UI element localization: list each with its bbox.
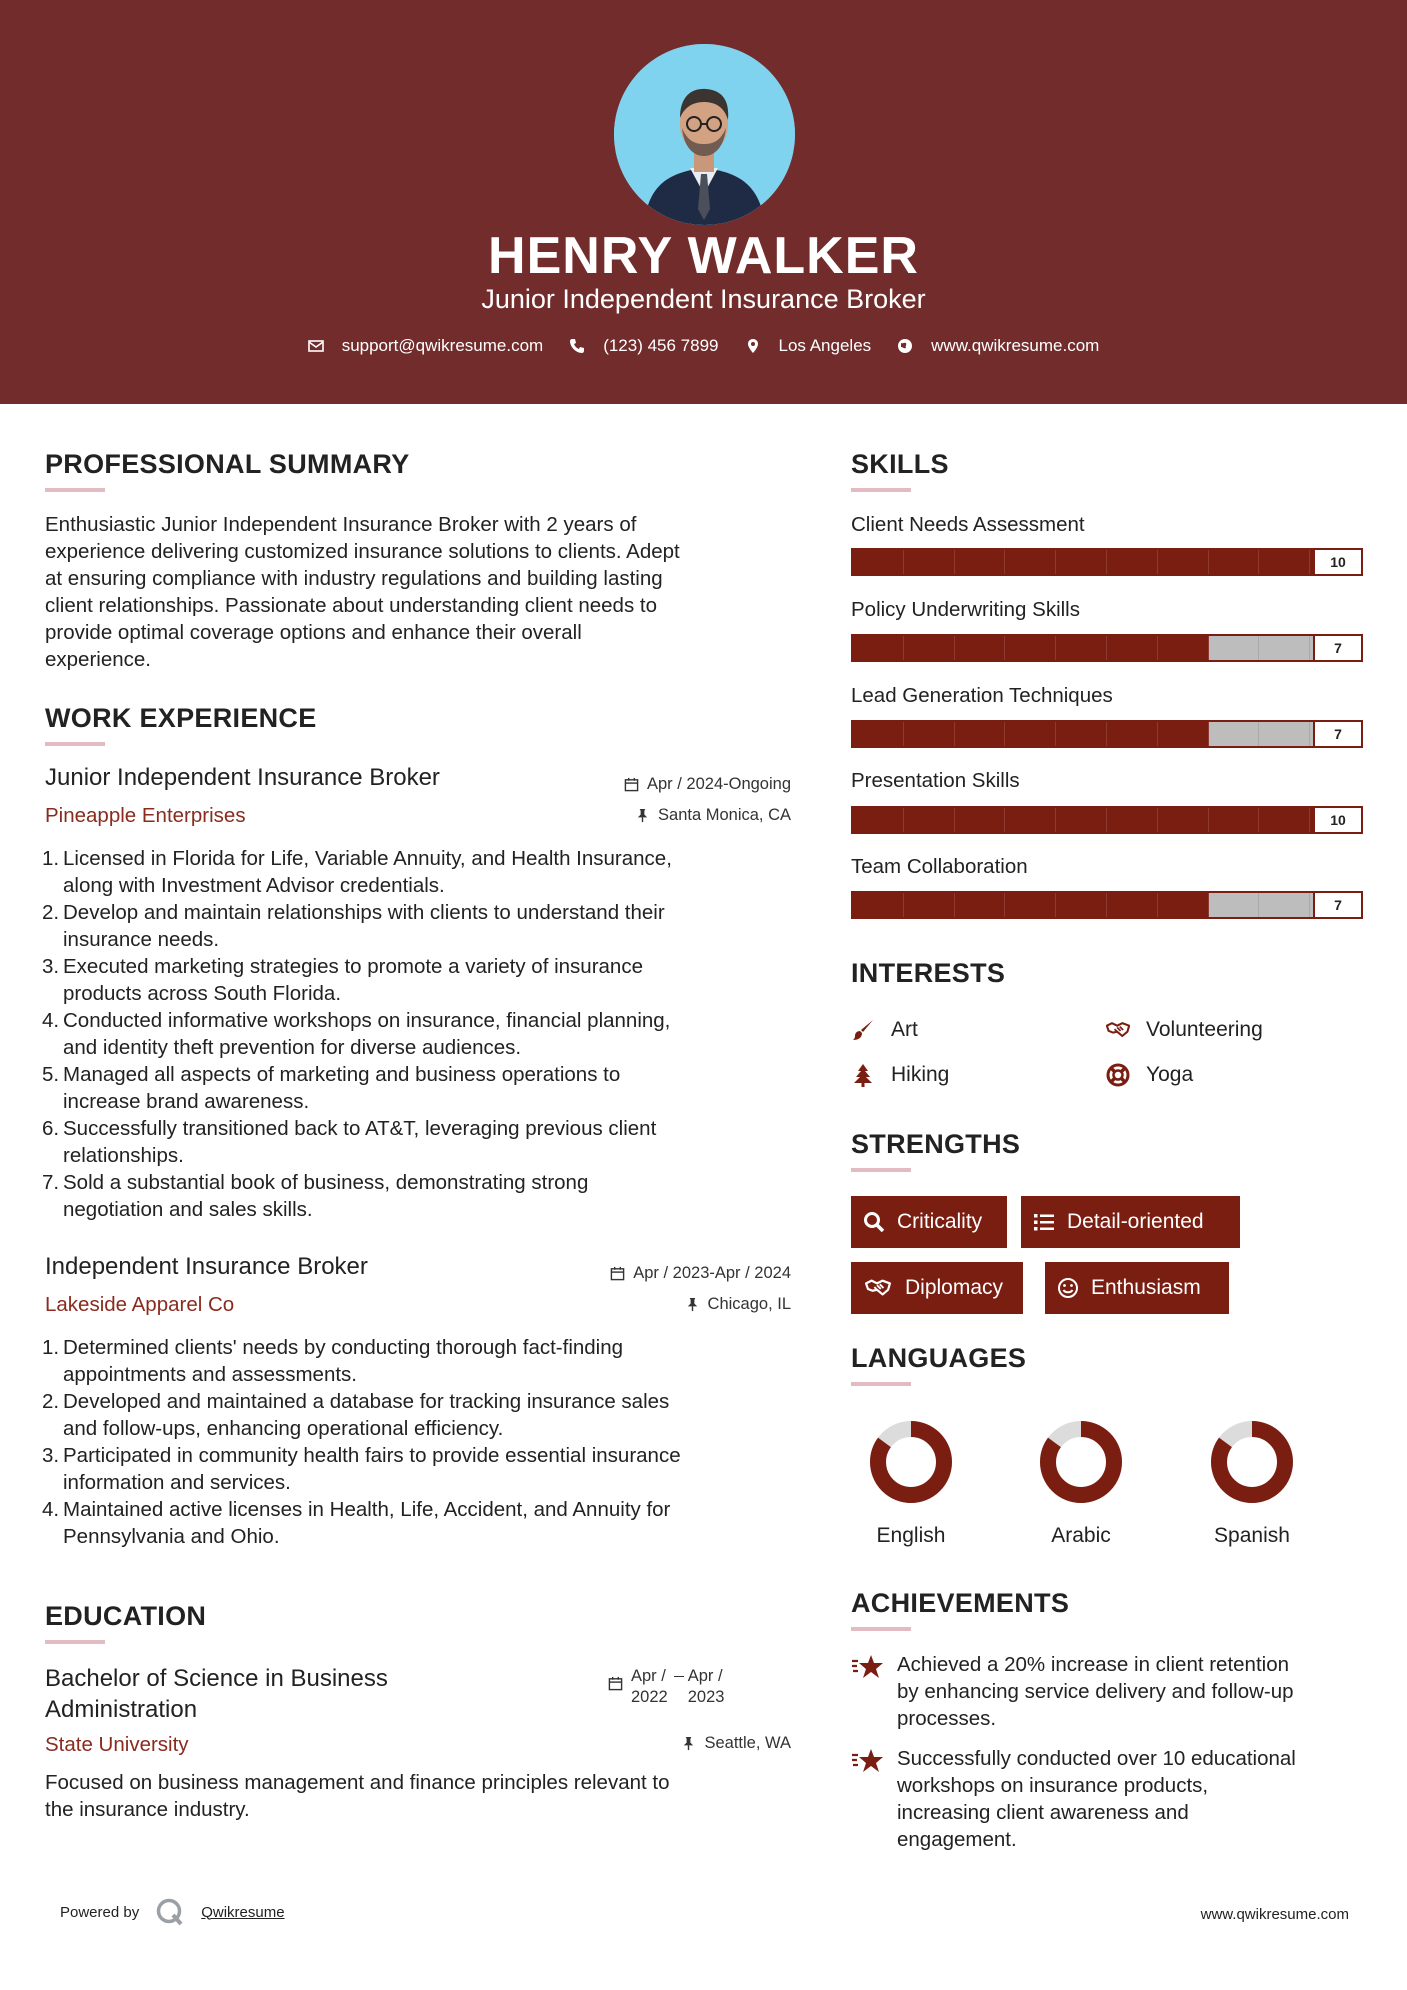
lifebuoy-icon: [1106, 1063, 1130, 1087]
skill-score: 10: [1313, 550, 1361, 574]
skill-score: 7: [1313, 893, 1361, 917]
skill-segment-filled: [1056, 636, 1107, 660]
job-title: Independent Insurance Broker: [45, 1253, 368, 1280]
skill-segment-filled: [1158, 893, 1209, 917]
powered-by-text: Powered by: [60, 1903, 140, 1921]
skill-segment-filled: [853, 808, 904, 832]
qwikresume-logo-icon: [155, 1897, 185, 1927]
skill-segment-filled: [1209, 550, 1260, 574]
map-pin-icon: [745, 338, 761, 354]
company-name: Lakeside Apparel Co: [45, 1293, 235, 1316]
skill-segment-filled: [853, 893, 904, 917]
summary-line: Enthusiastic Junior Independent Insurance Broker with 2 years of: [45, 513, 637, 536]
skill-segment-filled: [1005, 550, 1056, 574]
summary-line: client relationships. Passionate about understanding client needs to: [45, 594, 657, 617]
skill-segment-filled: [1056, 893, 1107, 917]
skill-bar: [851, 720, 1363, 748]
education-location: [500, 1734, 791, 1753]
summary-line: provide optimal coverage options and enhance their overall: [45, 621, 582, 644]
footer-powered-by: [60, 1897, 285, 1927]
calendar-icon: [608, 1676, 623, 1691]
skill-segment-filled: [1005, 808, 1056, 832]
strength-chip: Enthusiasm: [1045, 1262, 1229, 1314]
pushpin-icon: [681, 1736, 696, 1751]
skill-segment-filled: [1107, 722, 1158, 746]
skill-bar: [851, 891, 1363, 919]
skill-bar: [851, 548, 1363, 576]
language-item: Spanish: [1192, 1418, 1312, 1548]
skill-segment-empty: [1209, 893, 1260, 917]
achievements-heading: ACHIEVEMENTS: [851, 1588, 1070, 1618]
duty-item: 2. Develop and maintain relationships with clients to understand their insurance needs.: [42, 901, 665, 951]
skill-segment-filled: [1158, 808, 1209, 832]
language-item: Arabic: [1021, 1418, 1141, 1548]
duty-item: 3. Executed marketing strategies to promote a variety of insurance products across South Florida.: [42, 955, 643, 1005]
skill-segment-filled: [1107, 808, 1158, 832]
school-name: State University: [45, 1733, 189, 1756]
summary-line: experience delivering customized insurance solutions to clients. Adept: [45, 540, 680, 563]
skill-segment-filled: [853, 636, 904, 660]
contact-phone-text: (123) 456 7899: [603, 336, 719, 355]
skill-label: Policy Underwriting Skills: [851, 598, 1080, 621]
skill-segment-filled: [1158, 550, 1209, 574]
skill-segment-filled: [1107, 636, 1158, 660]
duty-item: 2. Developed and maintained a database for tracking insurance sales and follow-ups, enhancing operational efficiency.: [42, 1390, 670, 1440]
footer-website[interactable]: www.qwikresume.com: [1200, 1906, 1349, 1923]
interest-yoga: Yoga: [1106, 1063, 1193, 1087]
job-dates-text: Apr / 2023-Apr / 2024: [633, 1264, 791, 1282]
contact-phone[interactable]: [569, 336, 718, 356]
list-icon: [1033, 1211, 1055, 1233]
work-heading-rule: [45, 742, 105, 746]
phone-icon: [569, 338, 585, 354]
contact-bar: [0, 336, 1407, 356]
skill-score: 10: [1313, 808, 1361, 832]
skill-segment-filled: [1259, 808, 1310, 832]
skill-segment-empty: [1209, 722, 1260, 746]
skill-segment-empty: [1209, 636, 1260, 660]
strength-chip: Criticality: [851, 1196, 1007, 1248]
achievements-heading-rule: [851, 1627, 911, 1631]
job-duties: [42, 845, 805, 1223]
summary-line: experience.: [45, 648, 151, 671]
summary-heading-rule: [45, 488, 105, 492]
profile-photo: [614, 44, 795, 225]
skill-segment-filled: [904, 808, 955, 832]
skill-bar: [851, 806, 1363, 834]
summary-line: at ensuring compliance with industry regulations and building lasting: [45, 567, 663, 590]
summary-heading: PROFESSIONAL SUMMARY: [45, 449, 410, 479]
brand-link[interactable]: Qwikresume: [201, 1903, 285, 1921]
skill-segment-filled: [904, 636, 955, 660]
skill-segment-empty: [1259, 722, 1310, 746]
skill-segment-filled: [955, 550, 1006, 574]
skill-segment-filled: [1056, 722, 1107, 746]
strengths-heading: STRENGTHS: [851, 1129, 1021, 1159]
job-location: [500, 1295, 791, 1314]
calendar-icon: [610, 1266, 625, 1281]
skill-segment-filled: [1005, 893, 1056, 917]
contact-website-text: www.qwikresume.com: [931, 336, 1100, 355]
skill-segment-filled: [853, 550, 904, 574]
duty-item: 3. Participated in community health fairs to provide essential insurance information and services.: [42, 1444, 681, 1494]
education-dates: [608, 1666, 724, 1708]
skill-segment-filled: [1056, 550, 1107, 574]
duty-item: 1. Licensed in Florida for Life, Variable Annuity, and Health Insurance, along with Investment Advisor credentials.: [42, 847, 672, 897]
skill-segment-filled: [955, 722, 1006, 746]
contact-website[interactable]: [897, 336, 1099, 356]
globe-icon: [897, 338, 913, 354]
skill-score: 7: [1313, 636, 1361, 660]
skill-segment-filled: [1107, 893, 1158, 917]
skill-segment-empty: [1259, 636, 1310, 660]
star-hand-icon: [851, 1653, 885, 1683]
skill-segment-filled: [904, 722, 955, 746]
education-heading-rule: [45, 1640, 105, 1644]
job-duties: [42, 1334, 805, 1550]
language-donut: [867, 1418, 955, 1506]
strength-chip: Diplomacy: [851, 1262, 1023, 1314]
skill-segment-filled: [904, 550, 955, 574]
job-location-text: Santa Monica, CA: [658, 806, 791, 824]
skill-segment-filled: [955, 893, 1006, 917]
skill-segment-filled: [1107, 550, 1158, 574]
strength-chip: Detail-oriented: [1021, 1196, 1240, 1248]
duty-item: 4. Conducted informative workshops on insurance, financial planning, and identity theft prevention for diverse audiences.: [42, 1009, 671, 1059]
skill-bar: [851, 634, 1363, 662]
job-dates: [500, 775, 791, 794]
date-dash: [674, 1676, 684, 1677]
skill-label: Lead Generation Techniques: [851, 684, 1113, 707]
education-location-text: Seattle, WA: [704, 1734, 791, 1752]
job-title: Junior Independent Insurance Broker: [45, 764, 440, 791]
duty-item: 7. Sold a substantial book of business, demonstrating strong negotiation and sales skills.: [42, 1171, 589, 1221]
job-location: [500, 806, 791, 825]
contact-location-text: Los Angeles: [778, 336, 872, 355]
skill-segment-filled: [1259, 550, 1310, 574]
handshake-icon: [863, 1277, 893, 1299]
education-start-date: Apr / 2022: [631, 1667, 668, 1706]
degree-title: [45, 1663, 388, 1725]
pushpin-icon: [685, 1297, 700, 1312]
skill-segment-filled: [1005, 636, 1056, 660]
smile-icon: [1057, 1277, 1079, 1299]
handshake-icon: [1106, 1018, 1130, 1042]
education-description: Focused on business management and finance principles relevant to the insurance industry.: [45, 1771, 670, 1821]
skill-segment-empty: [1259, 893, 1310, 917]
contact-location: [745, 336, 872, 356]
language-donut: [1208, 1418, 1296, 1506]
languages-heading: LANGUAGES: [851, 1343, 1027, 1373]
skill-segment-filled: [955, 636, 1006, 660]
skill-segment-filled: [1005, 722, 1056, 746]
skill-label: Presentation Skills: [851, 769, 1020, 792]
pushpin-icon: [635, 808, 650, 823]
duty-item: 6. Successfully transitioned back to AT&T, leveraging previous client relationships.: [42, 1117, 657, 1167]
star-hand-icon: [851, 1747, 885, 1777]
achievement-item: Successfully conducted over 10 educational workshops on insurance products, increasing client awareness and engagement.: [851, 1745, 1371, 1853]
job-location-text: Chicago, IL: [707, 1295, 791, 1313]
candidate-name: HENRY WALKER: [488, 227, 919, 285]
degree-line: Administration: [45, 1696, 198, 1723]
education-heading: EDUCATION: [45, 1601, 207, 1631]
company-name: Pineapple Enterprises: [45, 804, 246, 827]
duty-item: 4. Maintained active licenses in Health, Life, Accident, and Annuity for Pennsylvania and Ohio.: [42, 1498, 671, 1548]
interest-art: Art: [851, 1018, 918, 1042]
skills-heading: SKILLS: [851, 449, 949, 479]
skill-segment-filled: [1158, 722, 1209, 746]
interest-volunteering: Volunteering: [1106, 1018, 1263, 1042]
job-dates-text: Apr / 2024-Ongoing: [646, 775, 791, 793]
skill-segment-filled: [853, 722, 904, 746]
search-icon: [863, 1211, 885, 1233]
interests-heading: INTERESTS: [851, 958, 1006, 988]
calendar-icon: [624, 777, 639, 792]
skill-label: Team Collaboration: [851, 855, 1028, 878]
resume-header: [0, 0, 1407, 404]
work-heading: WORK EXPERIENCE: [45, 703, 317, 733]
degree-line: Bachelor of Science in Business: [45, 1665, 388, 1692]
contact-email[interactable]: [308, 336, 544, 356]
achievement-item: Achieved a 20% increase in client retention by enhancing service delivery and follow-up processes.: [851, 1651, 1371, 1732]
job-dates: [500, 1264, 791, 1283]
skill-segment-filled: [1056, 808, 1107, 832]
skills-heading-rule: [851, 488, 911, 492]
contact-email-text: support@qwikresume.com: [341, 336, 544, 355]
duty-item: 5. Managed all aspects of marketing and business operations to increase brand awareness.: [42, 1063, 621, 1113]
strengths-heading-rule: [851, 1168, 911, 1172]
envelope-icon: [308, 338, 324, 354]
skill-segment-filled: [955, 808, 1006, 832]
summary-text: [45, 511, 805, 673]
languages-heading-rule: [851, 1382, 911, 1386]
skill-segment-filled: [1209, 808, 1260, 832]
language-item: English: [851, 1418, 971, 1548]
education-end-date: Apr / 2023: [687, 1667, 725, 1706]
skill-segment-filled: [904, 893, 955, 917]
skill-score: 7: [1313, 722, 1361, 746]
candidate-title: Junior Independent Insurance Broker: [481, 284, 926, 314]
paintbrush-icon: [851, 1018, 875, 1042]
tree-icon: [851, 1063, 875, 1087]
skill-label: Client Needs Assessment: [851, 513, 1085, 536]
language-donut: [1037, 1418, 1125, 1506]
skill-segment-filled: [1158, 636, 1209, 660]
interest-hiking: Hiking: [851, 1063, 949, 1087]
duty-item: 1. Determined clients' needs by conducting thorough fact-finding appointments and assessments.: [42, 1336, 624, 1386]
